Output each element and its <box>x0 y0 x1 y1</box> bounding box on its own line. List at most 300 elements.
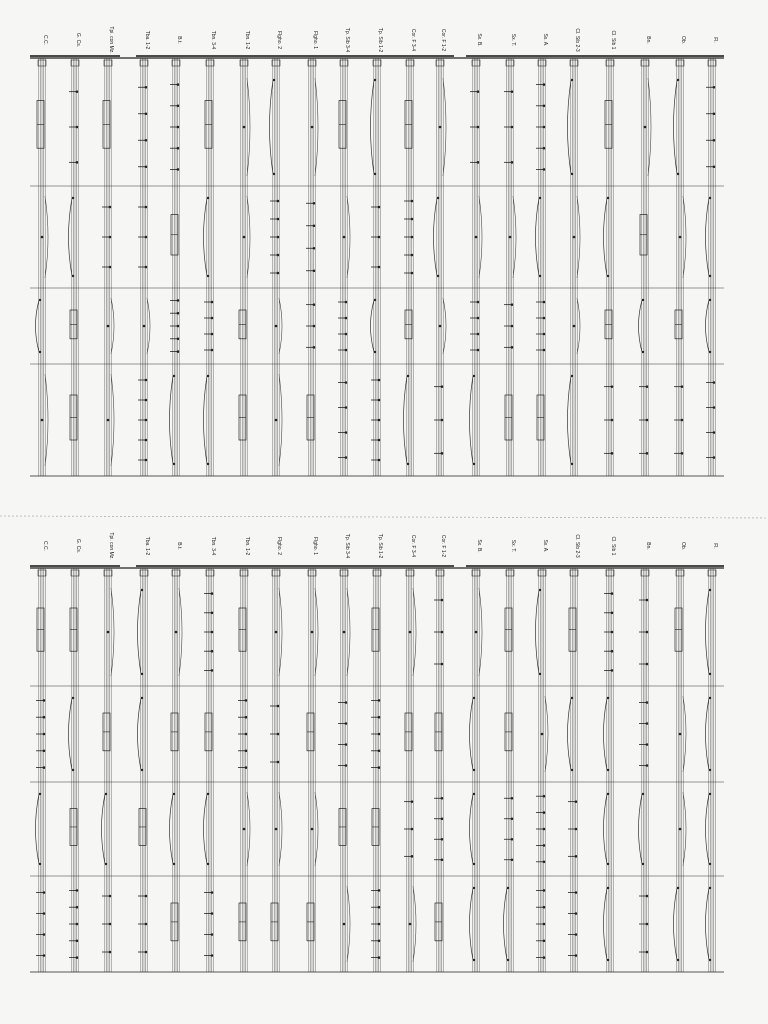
staff <box>504 568 515 972</box>
instrument-label: Tp. Sib 1-2 <box>377 533 383 559</box>
note-head <box>313 247 316 250</box>
slur <box>45 374 48 466</box>
note-head <box>411 236 414 239</box>
note-head <box>441 599 444 602</box>
slur <box>247 792 250 866</box>
note-head <box>275 631 278 634</box>
note-head <box>211 317 214 320</box>
note-head <box>473 887 475 889</box>
staff <box>138 58 150 476</box>
note-head <box>407 375 409 377</box>
slur <box>674 80 678 174</box>
note-head <box>475 631 478 634</box>
slur <box>36 300 40 352</box>
note-head <box>539 197 541 199</box>
note-head <box>642 299 644 301</box>
staff <box>504 58 516 476</box>
slur <box>347 588 350 676</box>
note-head <box>345 743 348 746</box>
note-head <box>177 105 180 108</box>
note-head <box>43 716 46 719</box>
note-head <box>541 733 544 736</box>
slur <box>279 792 282 866</box>
note-head <box>571 173 573 175</box>
note-head <box>543 301 546 304</box>
note-head <box>571 463 573 465</box>
note-head <box>477 317 480 320</box>
note-head <box>611 631 614 634</box>
slur <box>404 376 408 464</box>
slur <box>568 376 572 464</box>
staff <box>434 58 447 476</box>
note-head <box>145 206 148 209</box>
note-head <box>713 165 716 168</box>
staff <box>674 58 687 476</box>
slur <box>504 888 508 960</box>
note-head <box>477 126 480 129</box>
staff <box>69 58 80 476</box>
slur <box>443 78 446 176</box>
slur <box>434 198 438 276</box>
note-head <box>543 126 546 129</box>
note-head <box>543 83 546 86</box>
note-head <box>611 650 614 653</box>
slur <box>247 78 250 176</box>
note-head <box>211 891 214 894</box>
note-head <box>642 351 644 353</box>
slur <box>577 298 580 354</box>
note-head <box>646 452 649 455</box>
note-head <box>207 275 209 277</box>
note-head <box>646 923 649 926</box>
note-head <box>211 592 214 595</box>
note-head <box>43 750 46 753</box>
slur <box>706 590 710 674</box>
note-head <box>76 90 79 93</box>
note-head <box>39 863 41 865</box>
note-head <box>145 951 148 954</box>
note-head <box>646 663 649 666</box>
slur <box>604 698 608 770</box>
instrument-label: Cl. Sib 2-3 <box>574 28 580 52</box>
instrument-label: Tpi. con Mz. <box>108 26 114 54</box>
note-head <box>311 631 314 634</box>
instrument-label: Cl. Sib 2-3 <box>574 534 580 558</box>
staff <box>470 568 483 972</box>
note-head <box>177 126 180 129</box>
note-head <box>173 793 175 795</box>
note-head <box>441 797 444 800</box>
note-head <box>345 317 348 320</box>
note-head <box>378 459 381 462</box>
note-head <box>677 79 679 81</box>
note-head <box>644 126 647 129</box>
note-head <box>378 940 381 943</box>
note-head <box>211 333 214 336</box>
note-head <box>141 589 143 591</box>
note-head <box>642 793 644 795</box>
note-head <box>277 236 280 239</box>
note-head <box>511 325 514 328</box>
note-head <box>277 218 280 221</box>
note-head <box>145 439 148 442</box>
note-head <box>177 147 180 150</box>
note-head <box>211 650 214 653</box>
slur <box>706 698 710 770</box>
instrument-label: Cl. Sib 1 <box>610 30 616 50</box>
note-head <box>72 275 74 277</box>
note-head <box>345 381 348 384</box>
note-head <box>145 923 148 926</box>
note-head <box>681 419 684 422</box>
instrument-label: Tbn. 3-4 <box>210 30 216 50</box>
note-head <box>575 912 578 915</box>
note-head <box>311 126 314 129</box>
note-head <box>677 887 679 889</box>
note-head <box>277 733 280 736</box>
slur <box>204 198 208 276</box>
note-head <box>175 631 178 634</box>
note-head <box>105 863 107 865</box>
note-head <box>72 197 74 199</box>
note-head <box>411 272 414 275</box>
staff <box>204 568 215 972</box>
note-head <box>642 863 644 865</box>
instrument-label: Fl. <box>712 543 718 549</box>
slur <box>413 588 416 676</box>
staff <box>404 568 416 972</box>
note-head <box>245 716 248 719</box>
note-head <box>575 954 578 957</box>
note-head <box>145 895 148 898</box>
note-head <box>211 301 214 304</box>
note-head <box>611 452 614 455</box>
note-head <box>441 858 444 861</box>
note-head <box>211 612 214 615</box>
note-head <box>437 275 439 277</box>
note-head <box>473 375 475 377</box>
note-head <box>646 895 649 898</box>
instrument-label: Cor. F 3-4 <box>410 534 416 558</box>
note-head <box>211 933 214 936</box>
note-head <box>72 769 74 771</box>
note-head <box>378 236 381 239</box>
note-head <box>646 385 649 388</box>
staff <box>371 58 382 476</box>
note-head <box>571 79 573 81</box>
slur <box>470 376 474 464</box>
note-head <box>439 126 442 129</box>
note-head <box>177 83 180 86</box>
note-head <box>345 333 348 336</box>
note-head <box>378 419 381 422</box>
note-head <box>243 236 246 239</box>
instrument-label: Flgho. 1 <box>312 30 318 50</box>
note-head <box>76 923 79 926</box>
note-head <box>207 863 209 865</box>
note-head <box>207 197 209 199</box>
staff <box>102 568 115 972</box>
note-head <box>41 419 44 422</box>
note-head <box>607 959 609 961</box>
slur <box>170 794 174 864</box>
note-head <box>245 733 248 736</box>
instrument-label: Bn. <box>645 36 651 44</box>
slur <box>347 196 350 278</box>
staff <box>36 568 47 972</box>
note-head <box>211 631 214 634</box>
slur <box>347 886 350 962</box>
note-head <box>441 631 444 634</box>
note-head <box>43 954 46 957</box>
instrument-label: G. Cs. <box>75 32 81 48</box>
note-head <box>345 406 348 409</box>
note-head <box>543 956 546 959</box>
note-head <box>177 299 180 302</box>
note-head <box>407 463 409 465</box>
note-head <box>109 951 112 954</box>
slur <box>479 588 482 676</box>
note-head <box>107 325 110 328</box>
instrument-label: Ob. <box>680 541 686 551</box>
note-head <box>543 906 546 909</box>
note-head <box>441 838 444 841</box>
note-head <box>646 722 649 725</box>
staff <box>170 58 181 476</box>
note-head <box>709 697 711 699</box>
note-head <box>39 351 41 353</box>
note-head <box>409 631 412 634</box>
note-head <box>511 126 514 129</box>
note-head <box>76 889 79 892</box>
slur <box>36 794 40 864</box>
note-head <box>573 236 576 239</box>
note-head <box>109 236 112 239</box>
note-head <box>245 750 248 753</box>
note-head <box>72 697 74 699</box>
note-head <box>543 317 546 320</box>
note-head <box>539 673 541 675</box>
note-head <box>611 419 614 422</box>
staff <box>138 568 149 972</box>
instrument-label: Tp. Sib 3-4 <box>344 533 350 559</box>
note-head <box>76 906 79 909</box>
note-head <box>177 338 180 341</box>
slur <box>604 794 608 864</box>
instrument-label: Fl. <box>712 37 718 43</box>
note-head <box>378 956 381 959</box>
staff <box>706 58 717 476</box>
slur <box>371 300 375 352</box>
note-head <box>646 631 649 634</box>
note-head <box>374 79 376 81</box>
slur <box>706 300 710 352</box>
note-head <box>277 761 280 764</box>
note-head <box>477 301 480 304</box>
note-head <box>145 86 148 89</box>
note-head <box>539 275 541 277</box>
note-head <box>473 769 475 771</box>
note-head <box>441 452 444 455</box>
note-head <box>145 139 148 142</box>
staff <box>270 58 283 476</box>
note-head <box>543 844 546 847</box>
note-head <box>709 769 711 771</box>
note-head <box>343 631 346 634</box>
note-head <box>441 663 444 666</box>
note-head <box>709 275 711 277</box>
note-head <box>378 716 381 719</box>
staff <box>604 58 615 476</box>
note-head <box>511 303 514 306</box>
note-head <box>345 456 348 459</box>
slur <box>279 374 282 466</box>
note-head <box>677 173 679 175</box>
slur <box>138 698 142 770</box>
note-head <box>607 697 609 699</box>
slur <box>513 196 516 278</box>
note-head <box>543 828 546 831</box>
note-head <box>713 406 716 409</box>
note-head <box>709 589 711 591</box>
note-head <box>543 147 546 150</box>
note-head <box>277 254 280 257</box>
note-head <box>378 889 381 892</box>
instrument-label: Cl. Sib 1 <box>610 536 616 556</box>
note-head <box>275 419 278 422</box>
slur <box>639 794 643 864</box>
note-head <box>311 828 314 831</box>
note-head <box>607 793 609 795</box>
note-head <box>543 333 546 336</box>
instrument-label: Tba. 1-2 <box>144 30 150 50</box>
note-head <box>543 105 546 108</box>
note-head <box>245 699 248 702</box>
note-head <box>411 855 414 858</box>
instrument-label: Tp. Sib 3-4 <box>344 27 350 53</box>
note-head <box>681 385 684 388</box>
staff <box>170 568 183 972</box>
note-head <box>575 855 578 858</box>
staff <box>338 58 350 476</box>
note-head <box>243 126 246 129</box>
note-head <box>681 452 684 455</box>
note-head <box>345 764 348 767</box>
slur <box>102 794 106 864</box>
note-head <box>646 701 649 704</box>
note-head <box>607 275 609 277</box>
slur <box>315 792 318 866</box>
note-head <box>275 325 278 328</box>
instrument-label: Flgho. 2 <box>276 536 282 556</box>
note-head <box>543 811 546 814</box>
note-head <box>378 206 381 209</box>
staff <box>371 568 381 972</box>
slur <box>147 298 150 354</box>
note-head <box>409 923 412 926</box>
note-head <box>245 766 248 769</box>
note-head <box>43 766 46 769</box>
note-head <box>709 793 711 795</box>
instrument-label: Cor. F 1-2 <box>440 534 446 558</box>
note-head <box>378 906 381 909</box>
note-head <box>39 299 41 301</box>
note-head <box>211 669 214 672</box>
note-head <box>277 200 280 203</box>
instrument-label: G. Cs. <box>75 538 81 554</box>
slur <box>648 78 651 176</box>
slur <box>536 590 540 674</box>
slur <box>413 886 416 962</box>
note-head <box>511 797 514 800</box>
note-head <box>141 769 143 771</box>
note-head <box>539 589 541 591</box>
slur <box>69 698 73 770</box>
slur <box>683 196 686 278</box>
note-head <box>378 750 381 753</box>
note-head <box>76 940 79 943</box>
instrument-label: Tp. Sib 1-2 <box>377 27 383 53</box>
note-head <box>277 272 280 275</box>
note-head <box>713 139 716 142</box>
note-head <box>713 381 716 384</box>
note-head <box>378 733 381 736</box>
note-head <box>345 431 348 434</box>
note-head <box>543 923 546 926</box>
note-head <box>107 419 110 422</box>
note-head <box>43 933 46 936</box>
note-head <box>313 346 316 349</box>
instrument-label: Sx. T. <box>510 539 516 553</box>
staff <box>69 568 80 972</box>
note-head <box>679 236 682 239</box>
note-head <box>709 351 711 353</box>
note-head <box>211 912 214 915</box>
note-head <box>575 933 578 936</box>
instrument-label: Flgho. 2 <box>276 30 282 50</box>
note-head <box>143 325 146 328</box>
note-head <box>571 769 573 771</box>
slur <box>470 888 474 960</box>
staff <box>239 58 250 476</box>
note-head <box>477 349 480 352</box>
note-head <box>713 112 716 115</box>
note-head <box>611 612 614 615</box>
note-head <box>441 817 444 820</box>
note-head <box>477 333 480 336</box>
note-head <box>677 959 679 961</box>
note-head <box>275 828 278 831</box>
note-head <box>709 197 711 199</box>
slur <box>279 588 282 676</box>
note-head <box>543 349 546 352</box>
note-head <box>575 891 578 894</box>
slur <box>111 374 114 466</box>
note-head <box>378 766 381 769</box>
note-head <box>411 800 414 803</box>
note-head <box>611 592 614 595</box>
staff <box>639 568 650 972</box>
note-head <box>173 375 175 377</box>
note-head <box>473 463 475 465</box>
staff <box>674 568 687 972</box>
note-head <box>473 863 475 865</box>
note-head <box>313 269 316 272</box>
note-head <box>273 173 275 175</box>
note-head <box>177 168 180 171</box>
slur <box>470 794 474 864</box>
slur <box>536 198 540 276</box>
